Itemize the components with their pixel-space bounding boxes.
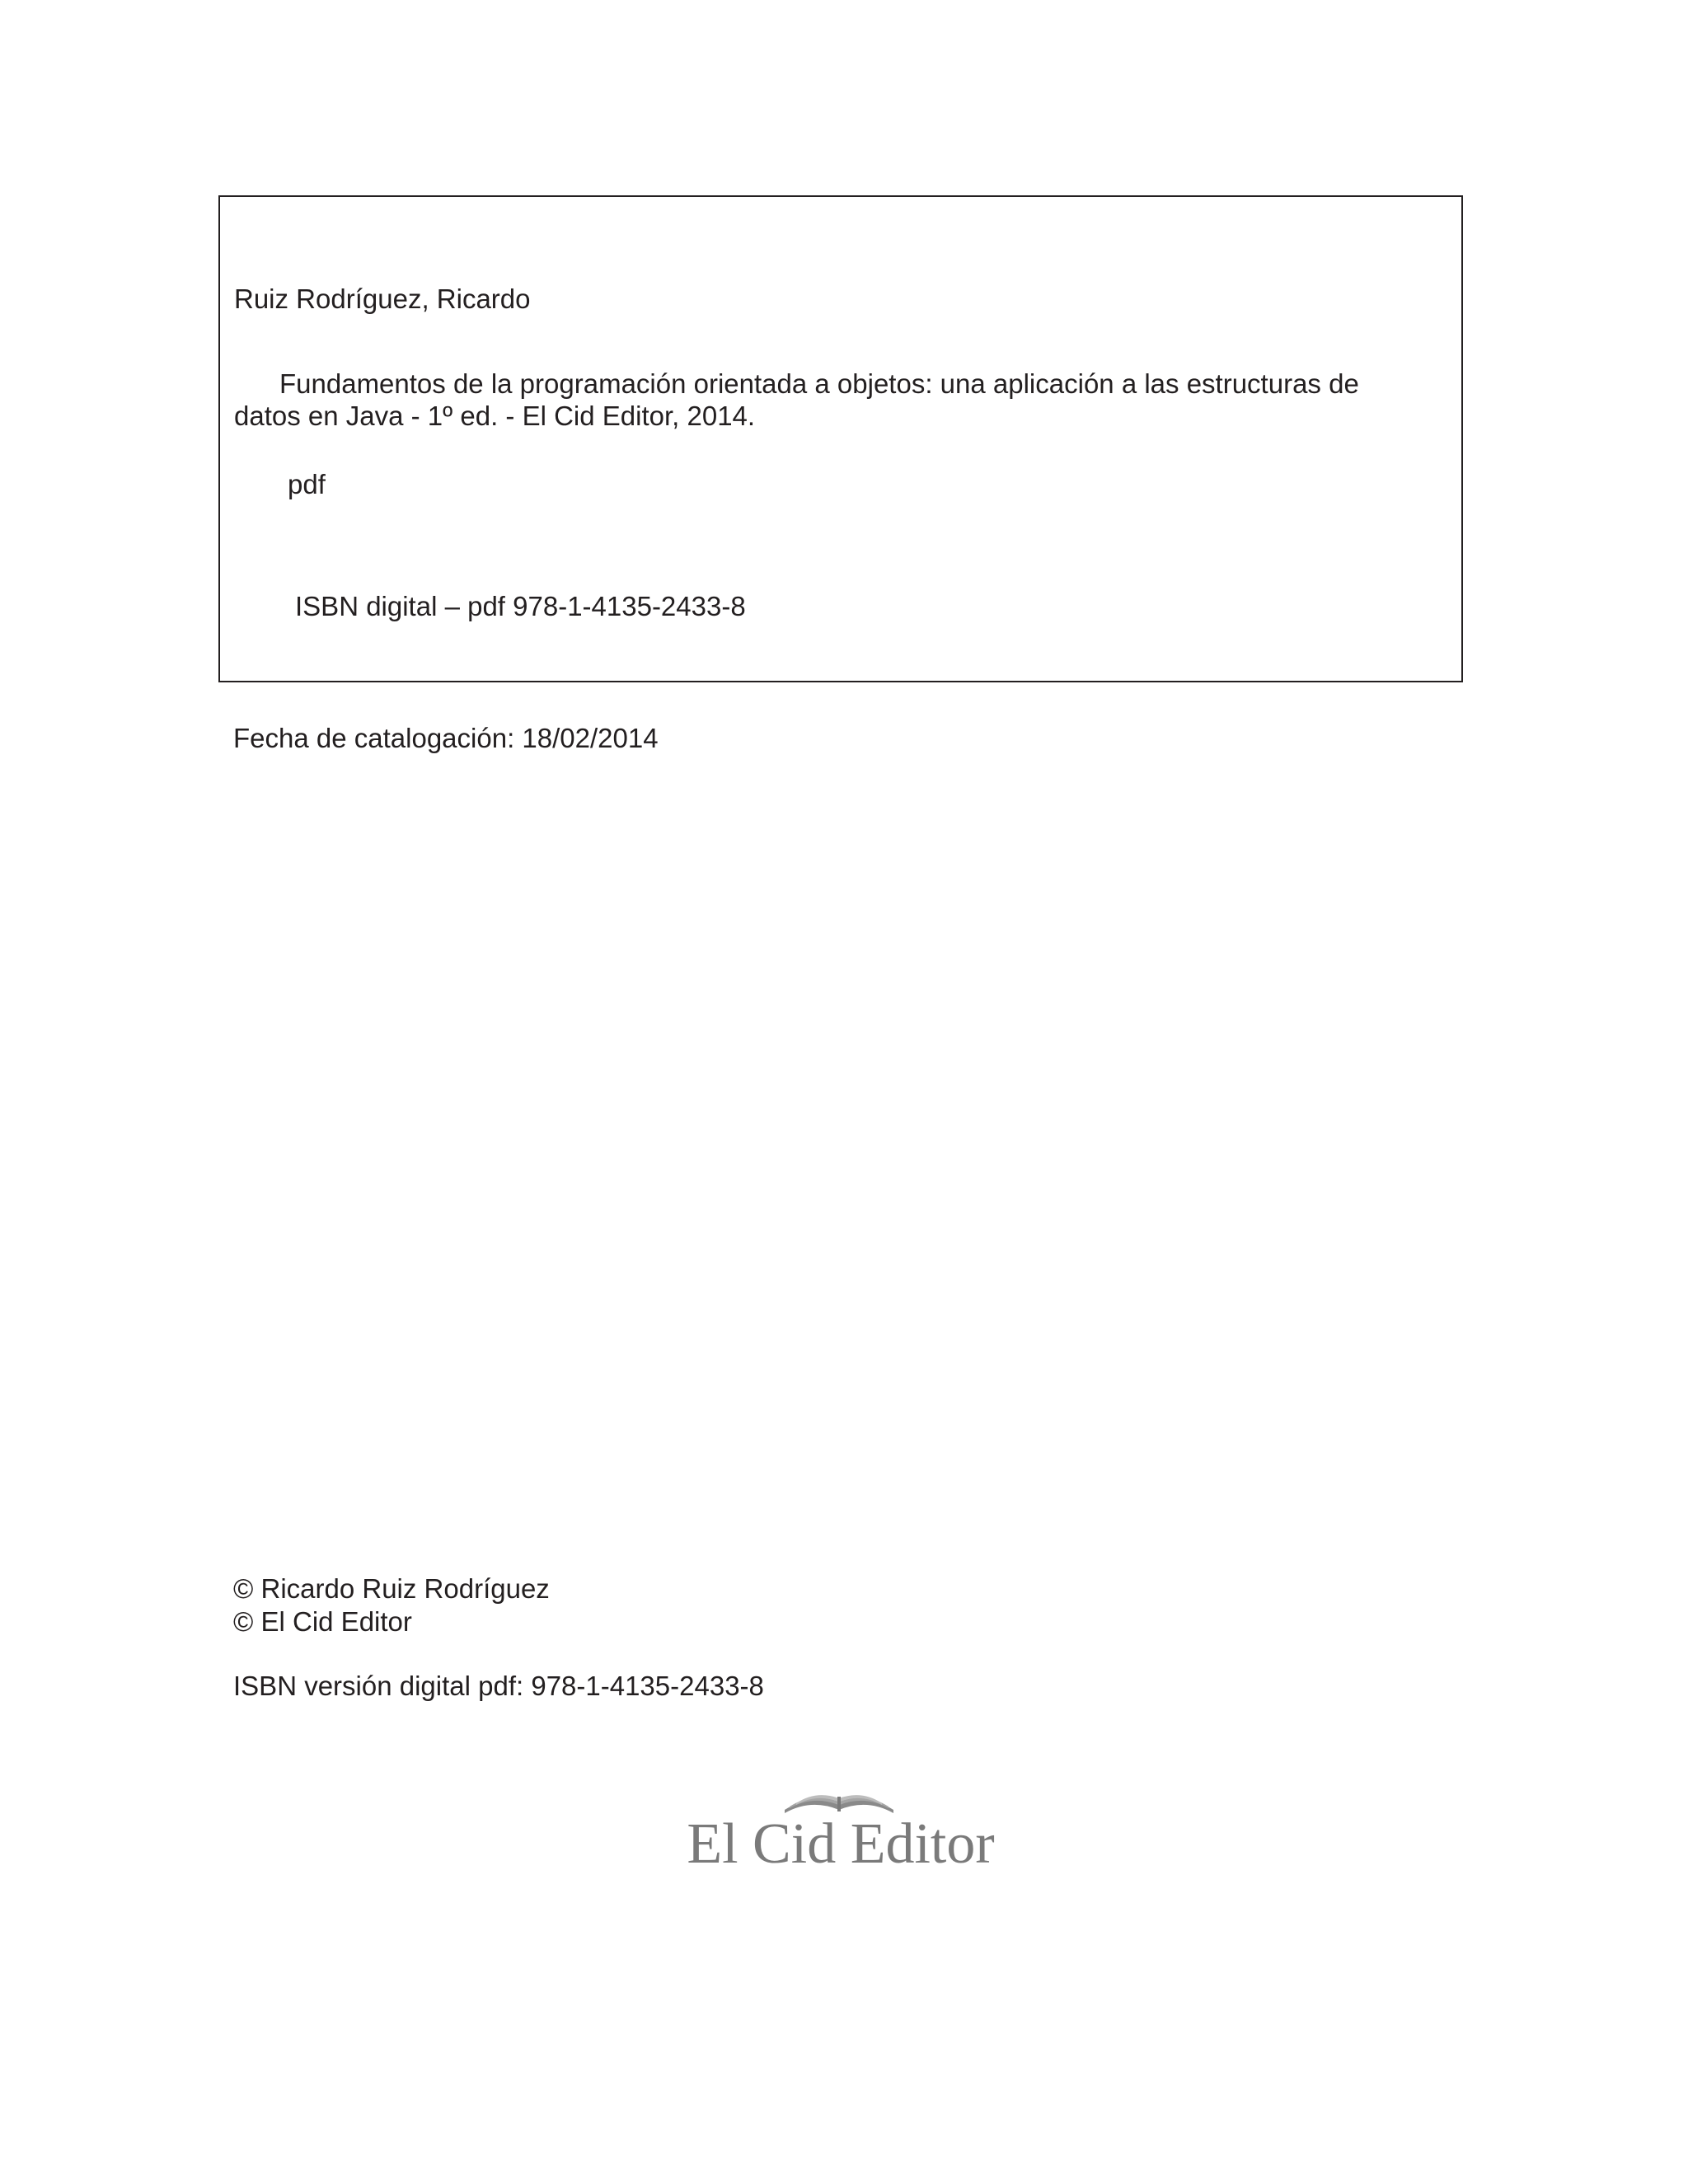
catalog-title-line-2: datos en Java - 1º ed. - El Cid Editor, 2014. — [234, 401, 756, 431]
publisher-logo-text: El Cid Editor — [687, 1812, 995, 1876]
catalog-isbn: ISBN digital – pdf 978-1-4135-2433-8 — [295, 591, 746, 621]
catalog-date: Fecha de catalogación: 18/02/2014 — [233, 723, 659, 753]
catalog-card — [218, 195, 1463, 682]
copyright-publisher: © El Cid Editor — [233, 1606, 412, 1637]
copyright-author: © Ricardo Ruiz Rodríguez — [233, 1573, 550, 1604]
publisher-logo — [668, 1788, 1014, 1887]
catalog-title-line-1: Fundamentos de la programación orientada a objetos: una aplicación a las estructuras de — [279, 368, 1359, 399]
catalog-format: pdf — [288, 469, 326, 499]
catalog-author: Ruiz Rodríguez, Ricardo — [234, 284, 531, 314]
isbn-digital-version: ISBN versión digital pdf: 978-1-4135-2433-8 — [233, 1671, 764, 1701]
